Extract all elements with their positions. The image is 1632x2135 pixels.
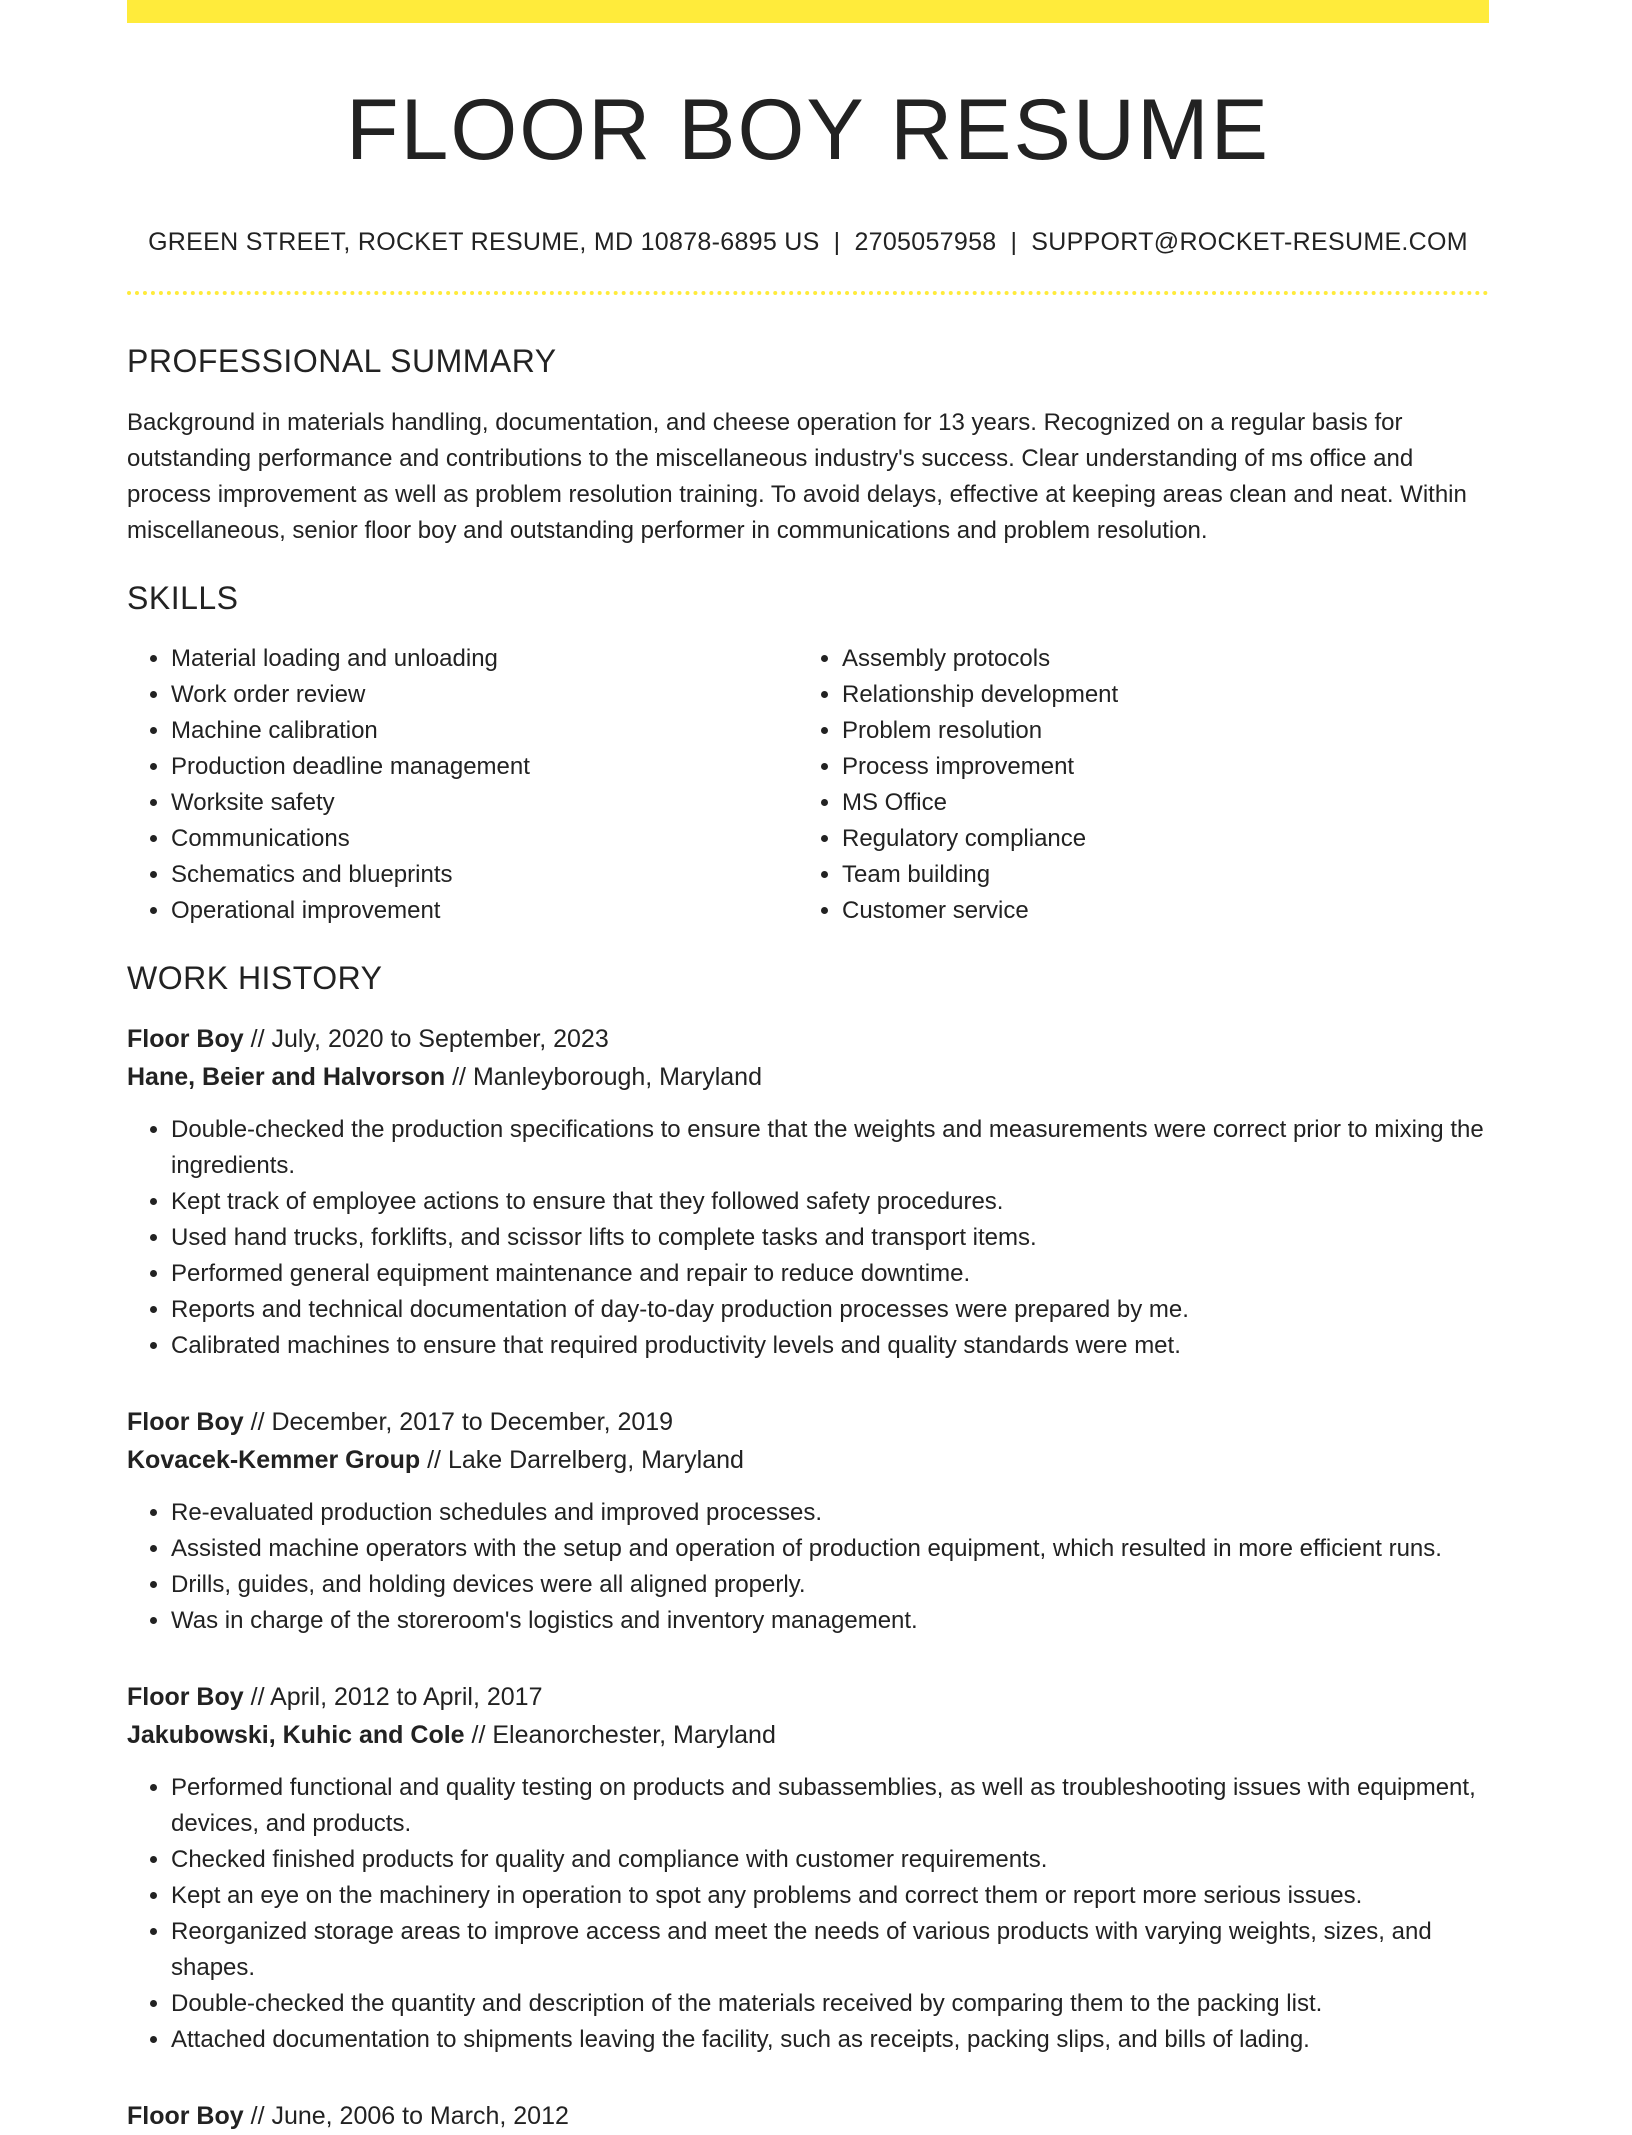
job-dates: // April, 2012 to April, 2017 bbox=[243, 1682, 543, 1711]
job-bullet: • Calibrated machines to ensure that required productivity levels and quality standards were met. bbox=[171, 1328, 1489, 1364]
job-bullet-list bbox=[127, 1770, 1489, 2058]
job-entry bbox=[127, 1403, 1489, 1639]
contact-address: GREEN STREET, ROCKET RESUME, MD 10878-6895 US bbox=[148, 227, 820, 256]
job-bullet: • Performed general equipment maintenance and repair to reduce downtime. bbox=[171, 1256, 1489, 1292]
skill-item: • Assembly protocols bbox=[842, 641, 1469, 677]
resume-title: FLOOR BOY RESUME bbox=[345, 82, 1271, 178]
skill-item: • Customer service bbox=[842, 893, 1469, 929]
work-history-heading: WORK HISTORY bbox=[127, 960, 383, 997]
job-bullet: • Reports and technical documentation of day-to-day production processes were prepared by me. bbox=[171, 1292, 1489, 1328]
skill-item: • Regulatory compliance bbox=[842, 821, 1469, 857]
job-title-line bbox=[127, 1403, 1489, 1441]
job-dates: // June, 2006 to March, 2012 bbox=[243, 2101, 569, 2130]
job-bullet: • Was in charge of the storeroom's logistics and inventory management. bbox=[171, 1603, 1489, 1639]
summary-text: Background in materials handling, documentation, and cheese operation for 13 years. Recognized on a regular basis for outstanding performance and contributions to the miscellaneous industry's success. Clear understanding of ms office and process improvement as well as problem resolution training. To avoid delays, effective at keeping areas clean and neat. Within miscellaneous, senior floor boy and outstanding performer in communications and problem resolution. bbox=[127, 408, 1467, 544]
job-bullet: • Checked finished products for quality and compliance with customer requirements. bbox=[171, 1842, 1489, 1878]
job-location: // Eleanorchester, Maryland bbox=[464, 1720, 776, 1749]
header-divider bbox=[127, 291, 1489, 295]
job-bullet: • Double-checked the quantity and description of the materials received by comparing them to the packing list. bbox=[171, 1986, 1489, 2022]
job-entry bbox=[127, 1020, 1489, 1364]
skill-item: • Machine calibration bbox=[171, 713, 798, 749]
job-location: // Manleyborough, Maryland bbox=[445, 1062, 762, 1091]
job-title-line bbox=[127, 1678, 1489, 1716]
job-company-line bbox=[127, 1716, 1489, 1754]
job-bullet: • Performed functional and quality testing on products and subassemblies, as well as troubleshooting issues with equipment, devices, and products. bbox=[171, 1770, 1489, 1842]
job-company: Jakubowski, Kuhic and Cole bbox=[127, 1720, 465, 1749]
contact-phone[interactable]: 2705057958 bbox=[854, 227, 997, 256]
skill-item: • MS Office bbox=[842, 785, 1469, 821]
skills-list-right bbox=[798, 641, 1469, 929]
skill-item: • Relationship development bbox=[842, 677, 1469, 713]
job-title: Floor Boy bbox=[127, 1024, 244, 1053]
contact-line bbox=[127, 228, 1489, 257]
resume-page bbox=[127, 0, 1489, 2130]
job-title: Floor Boy bbox=[127, 1407, 244, 1436]
skill-item: • Process improvement bbox=[842, 749, 1469, 785]
job-bullet-list bbox=[127, 1112, 1489, 1364]
skill-item: • Production deadline management bbox=[171, 749, 798, 785]
job-dates: // July, 2020 to September, 2023 bbox=[243, 1024, 609, 1053]
skill-item: • Communications bbox=[171, 821, 798, 857]
skill-item: • Work order review bbox=[171, 677, 798, 713]
job-company-line bbox=[127, 1441, 1489, 1479]
skill-item: • Problem resolution bbox=[842, 713, 1469, 749]
job-bullet: • Attached documentation to shipments leaving the facility, such as receipts, packing slips, and bills of lading. bbox=[171, 2022, 1489, 2058]
job-entry bbox=[127, 1678, 1489, 2058]
skill-item: • Schematics and blueprints bbox=[171, 857, 798, 893]
job-bullet: • Double-checked the production specifications to ensure that the weights and measurements were correct prior to mixing the ingredients. bbox=[171, 1112, 1489, 1184]
job-title-line bbox=[127, 2097, 1489, 2135]
skill-item: • Operational improvement bbox=[171, 893, 798, 929]
contact-separator: | bbox=[833, 227, 841, 256]
job-entry bbox=[127, 2097, 1489, 2135]
skills-grid bbox=[127, 641, 1489, 929]
job-bullet: • Re-evaluated production schedules and improved processes. bbox=[171, 1495, 1489, 1531]
job-title-line bbox=[127, 1020, 1489, 1058]
job-bullet: • Reorganized storage areas to improve access and meet the needs of various products with varying weights, sizes, and shapes. bbox=[171, 1914, 1489, 1986]
job-company: Hane, Beier and Halvorson bbox=[127, 1062, 446, 1091]
skills-heading: SKILLS bbox=[127, 579, 239, 616]
job-company: Kovacek-Kemmer Group bbox=[127, 1445, 421, 1474]
job-dates: // December, 2017 to December, 2019 bbox=[243, 1407, 674, 1436]
job-location: // Lake Darrelberg, Maryland bbox=[420, 1445, 744, 1474]
contact-email[interactable]: SUPPORT@ROCKET-RESUME.COM bbox=[1031, 227, 1468, 256]
top-accent-bar bbox=[127, 0, 1489, 23]
job-bullet: • Used hand trucks, forklifts, and scissor lifts to complete tasks and transport items. bbox=[171, 1220, 1489, 1256]
job-title: Floor Boy bbox=[127, 2101, 244, 2130]
skill-item: • Material loading and unloading bbox=[171, 641, 798, 677]
skill-item: • Worksite safety bbox=[171, 785, 798, 821]
job-company-line bbox=[127, 1058, 1489, 1096]
job-bullet: • Assisted machine operators with the setup and operation of production equipment, which resulted in more efficient runs. bbox=[171, 1531, 1489, 1567]
job-bullet: • Kept an eye on the machinery in operation to spot any problems and correct them or report more serious issues. bbox=[171, 1878, 1489, 1914]
contact-separator: | bbox=[1010, 227, 1018, 256]
skill-item: • Team building bbox=[842, 857, 1469, 893]
job-bullet: • Kept track of employee actions to ensure that they followed safety procedures. bbox=[171, 1184, 1489, 1220]
job-bullet-list bbox=[127, 1495, 1489, 1639]
job-title: Floor Boy bbox=[127, 1682, 244, 1711]
job-bullet: • Drills, guides, and holding devices were all aligned properly. bbox=[171, 1567, 1489, 1603]
skills-list-left bbox=[127, 641, 798, 929]
summary-heading: PROFESSIONAL SUMMARY bbox=[127, 342, 557, 379]
